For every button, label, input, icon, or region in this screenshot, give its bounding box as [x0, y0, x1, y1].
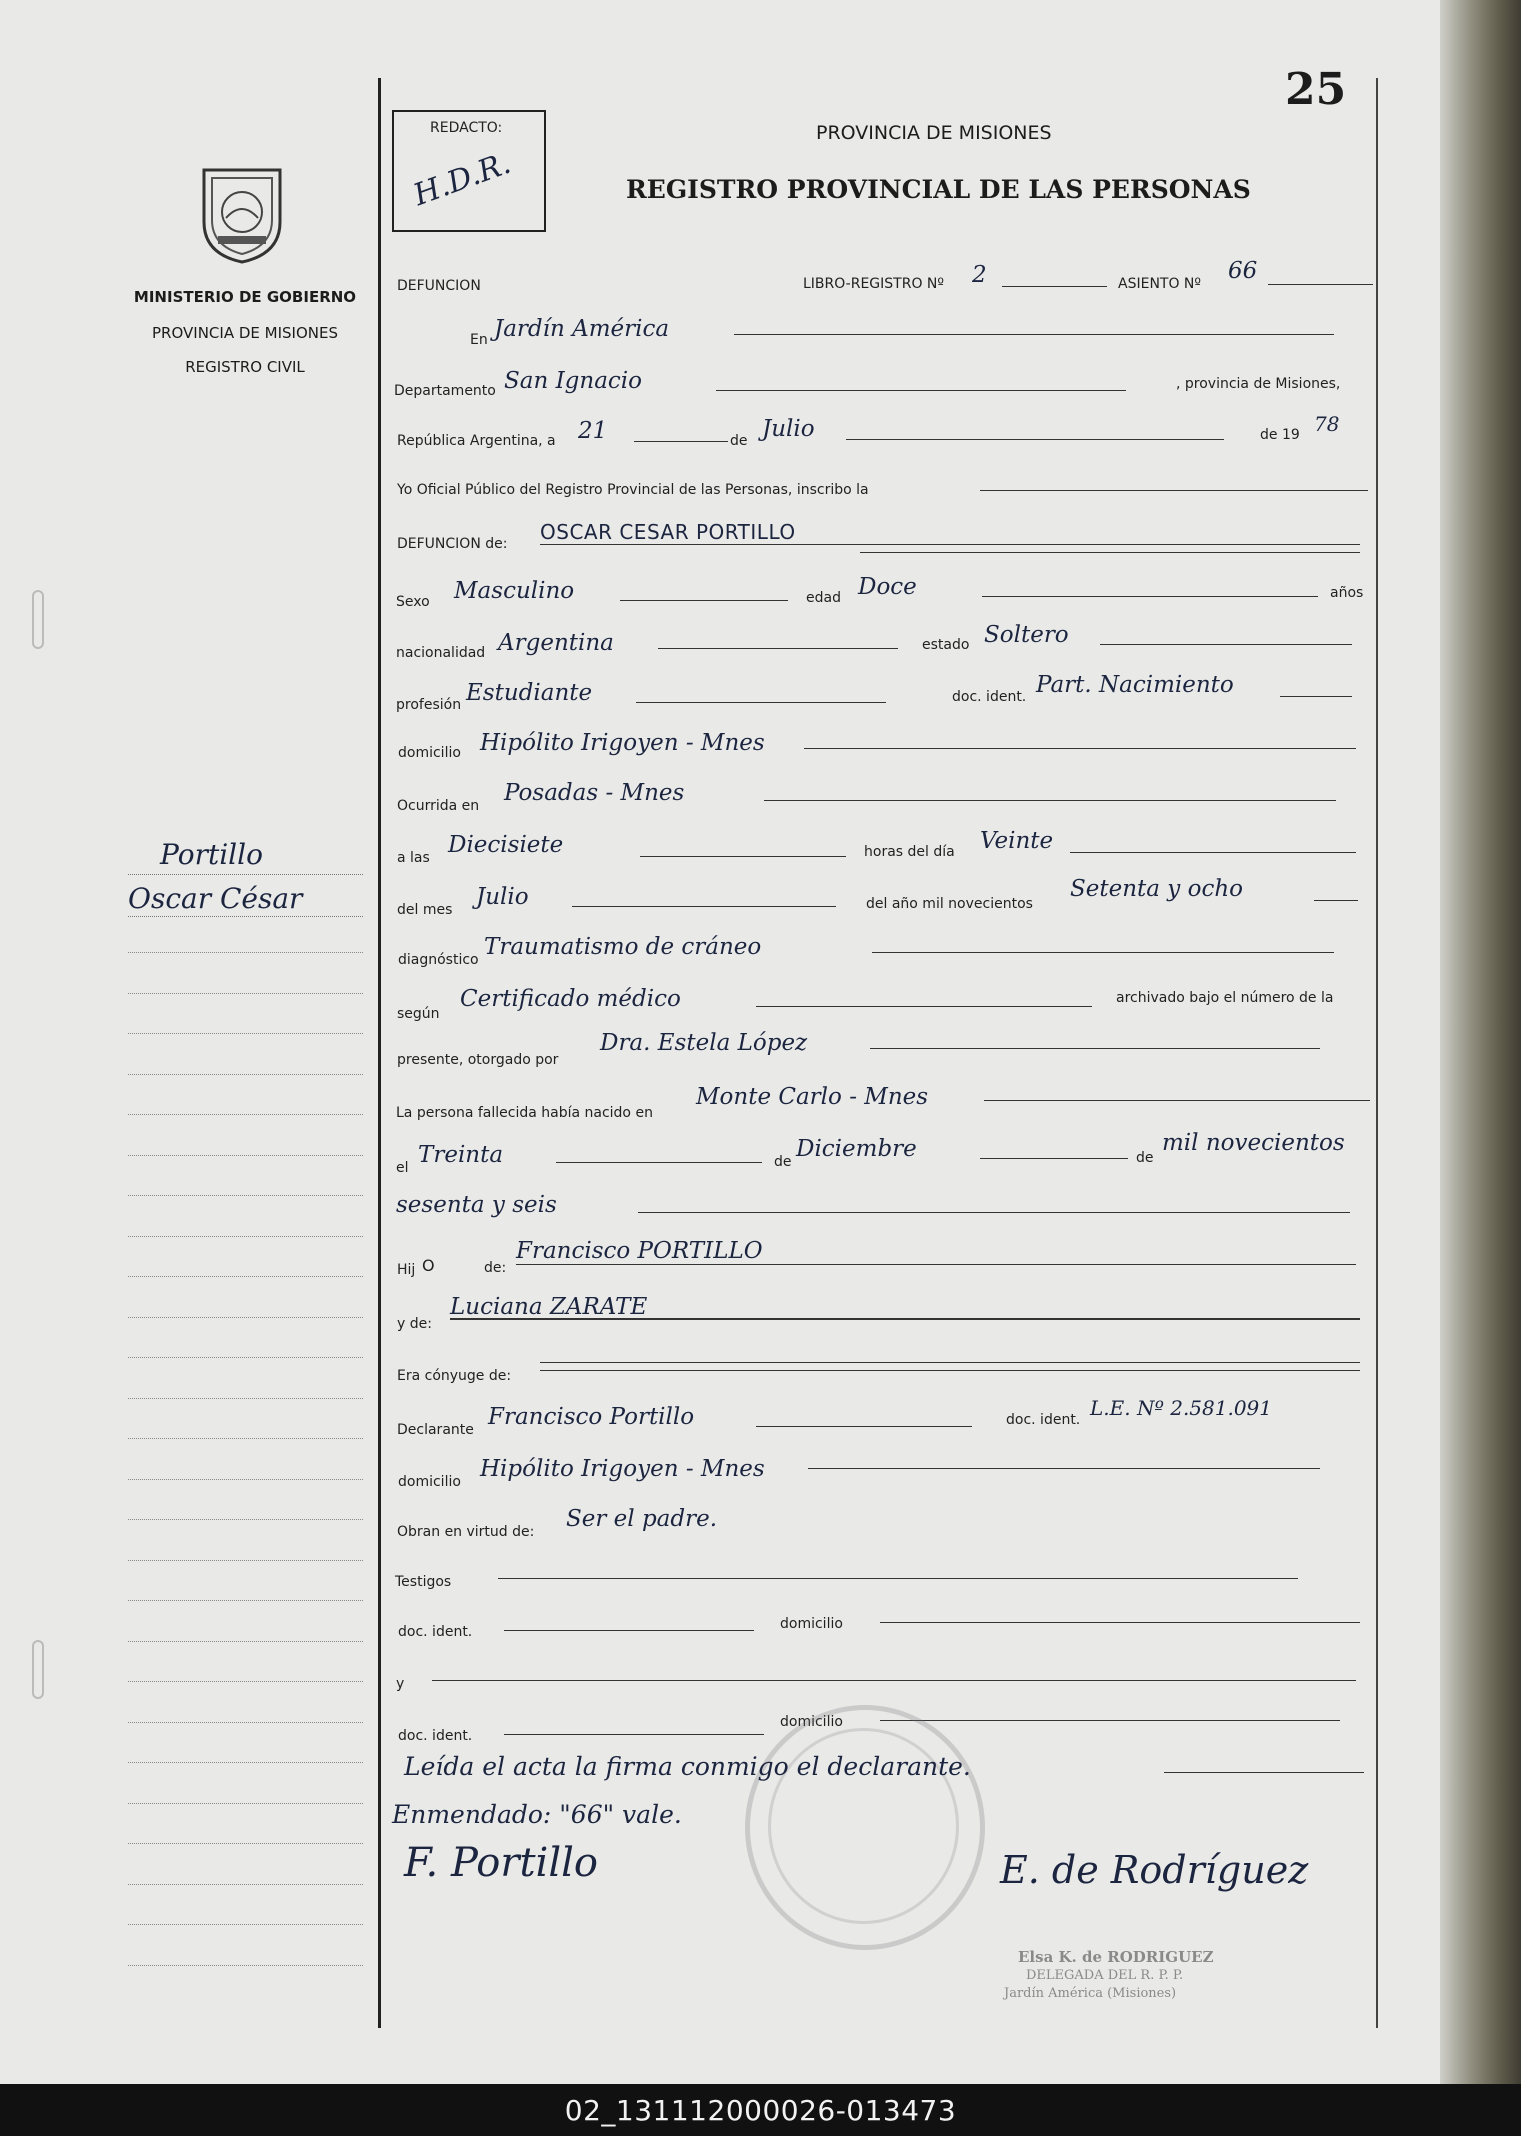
margin-rule: [128, 874, 363, 875]
redacto-box: [392, 110, 546, 232]
declarante-dom-value: Hipólito Irigoyen - Mnes: [480, 1456, 765, 1482]
nombre-line-2: [860, 552, 1360, 553]
declarante-doc-value: L.E. Nº 2.581.091: [1090, 1396, 1273, 1420]
asiento-line: [1268, 284, 1373, 285]
profesion-label: profesión: [396, 697, 462, 713]
doc-ident-line: [1280, 696, 1352, 697]
ocurrida-label: Ocurrida en: [397, 798, 480, 814]
departamento-label: Departamento: [394, 383, 496, 399]
de-anio2-label: de: [1136, 1150, 1154, 1166]
margin-rule: [128, 1924, 363, 1925]
province-title: PROVINCIA DE MISIONES: [816, 122, 1052, 144]
y-label: y: [396, 1676, 405, 1692]
de-mes2-value: Diciembre: [796, 1136, 917, 1162]
sexo-label: Sexo: [396, 594, 430, 610]
testigo2-dom-line: [880, 1720, 1340, 1721]
leida-line: [1164, 1772, 1364, 1773]
coat-of-arms-icon: [196, 162, 288, 264]
margin-rule: [128, 1357, 363, 1358]
y-de-label: y de:: [397, 1316, 432, 1332]
el-label: el: [396, 1160, 409, 1176]
testigos-line: [498, 1578, 1298, 1579]
el-line: [556, 1162, 762, 1163]
profesion-line: [636, 702, 886, 703]
archivado-label: archivado bajo el número de la: [1116, 990, 1334, 1006]
padre-value: Francisco PORTILLO: [516, 1238, 763, 1264]
testigo2-dom-label: domicilio: [780, 1714, 843, 1730]
horas-label: horas del día: [864, 844, 955, 860]
domicilio-label: domicilio: [398, 745, 461, 761]
en-label: En: [470, 332, 488, 348]
anio-mil-line: [1314, 900, 1358, 901]
nacido-value: Monte Carlo - Mnes: [696, 1084, 929, 1110]
de-anio2-value: mil novecientos: [1162, 1130, 1345, 1156]
oficial-signature: E. de Rodríguez: [1000, 1848, 1309, 1892]
asiento-label: ASIENTO Nº: [1118, 276, 1202, 292]
a-las-line: [640, 856, 846, 857]
del-mes-label: del mes: [397, 902, 453, 918]
margin-rule: [128, 1074, 363, 1075]
de-mes2-line: [980, 1158, 1128, 1159]
ministry-name: MINISTERIO DE GOBIERNO: [133, 288, 357, 306]
margin-rule: [128, 1438, 363, 1439]
en-line: [734, 334, 1334, 335]
edad-value: Doce: [858, 574, 917, 600]
nacido-label: La persona fallecida había nacido en: [396, 1105, 653, 1121]
diagnostico-line: [872, 952, 1334, 953]
margin-rule: [128, 1479, 363, 1480]
domicilio-line: [804, 748, 1356, 749]
madre-line: [450, 1318, 1360, 1320]
horas-line: [1070, 852, 1356, 853]
margin-rule: [128, 1317, 363, 1318]
en-value: Jardín América: [494, 316, 670, 342]
de-mes2-label: de: [774, 1154, 792, 1170]
redacto-initials: H.D.R.: [409, 145, 516, 214]
margin-rule: [128, 1681, 363, 1682]
del-mes-value: Julio: [476, 884, 529, 910]
binding-stitch: [32, 1640, 44, 1699]
margin-rule: [128, 993, 363, 994]
y-line: [432, 1680, 1356, 1681]
estado-value: Soltero: [984, 622, 1069, 648]
margin-rule: [128, 1600, 363, 1601]
doc-ident-value: Part. Nacimiento: [1036, 672, 1234, 698]
leida-text: Leída el acta la firma conmigo el declarante.: [404, 1752, 971, 1781]
margin-rule: [128, 1155, 363, 1156]
margin-rule: [128, 1519, 363, 1520]
oficial-name: Elsa K. de RODRIGUEZ: [1018, 1948, 1214, 1966]
estado-label: estado: [922, 637, 970, 653]
hijo-label: Hij: [397, 1262, 416, 1278]
testigos-label: Testigos: [395, 1574, 452, 1590]
libro-value: 2: [972, 262, 987, 288]
testigo1-doc-line: [504, 1630, 754, 1631]
a-las-value: Diecisiete: [448, 832, 564, 858]
margin-rule: [128, 1114, 363, 1115]
anio2-cont-line: [638, 1212, 1350, 1213]
testigo1-dom-line: [880, 1622, 1360, 1623]
libro-label: LIBRO-REGISTRO Nº: [803, 276, 944, 292]
margin-rule: [128, 1236, 363, 1237]
dia-value: 21: [578, 418, 608, 444]
margin-rule: [128, 1560, 363, 1561]
margin-rule: [128, 1965, 363, 1966]
hijo-de-label: de:: [484, 1260, 507, 1276]
oficial-line: [980, 490, 1368, 491]
official-seal-stamp: [745, 1705, 985, 1950]
margin-note-names: Oscar César: [128, 882, 303, 915]
declarante-line: [756, 1426, 972, 1427]
anio-mil-value: Setenta y ocho: [1070, 876, 1243, 902]
margin-rule: [128, 1033, 363, 1034]
oficial-text: Yo Oficial Público del Registro Provincial de las Personas, inscribo la: [397, 482, 869, 498]
defuncion-de-label: DEFUNCION de:: [397, 536, 508, 552]
obran-value: Ser el padre.: [566, 1506, 718, 1532]
departamento-value: San Ignacio: [504, 368, 643, 394]
right-margin-line: [1376, 78, 1378, 2028]
declarante-dom-label: domicilio: [398, 1474, 461, 1490]
mes-line: [846, 439, 1224, 440]
margin-rule: [128, 1762, 363, 1763]
margin-rule: [128, 916, 363, 917]
republica-label: República Argentina, a: [397, 433, 556, 449]
province-name-left: PROVINCIA DE MISIONES: [152, 324, 338, 342]
record-type-label: DEFUNCION: [397, 278, 481, 294]
conyuge-line: [540, 1362, 1360, 1363]
declarante-signature: F. Portillo: [404, 1840, 598, 1886]
nacido-line: [984, 1100, 1370, 1101]
enmendado-text: Enmendado: "66" vale.: [392, 1800, 682, 1829]
presente-value: Dra. Estela López: [600, 1030, 808, 1056]
ocurrida-line: [764, 800, 1336, 801]
provincia-suffix: , provincia de Misiones,: [1176, 376, 1341, 392]
nacionalidad-value: Argentina: [498, 630, 614, 656]
declarante-dom-line: [808, 1468, 1320, 1469]
anio-mil-label: del año mil novecientos: [866, 896, 1033, 912]
conyuge-line-2: [540, 1370, 1360, 1371]
margin-rule: [128, 1722, 363, 1723]
domicilio-value: Hipólito Irigoyen - Mnes: [480, 730, 765, 756]
mes-value: Julio: [762, 416, 815, 442]
anio2-cont-value: sesenta y seis: [396, 1192, 557, 1218]
sexo-value: Masculino: [454, 578, 575, 604]
conyuge-label: Era cónyuge de:: [397, 1368, 512, 1384]
margin-rule: [128, 952, 363, 953]
presente-line: [870, 1048, 1320, 1049]
nacionalidad-line: [658, 648, 898, 649]
estado-line: [1100, 644, 1352, 645]
testigo1-doc-label: doc. ident.: [398, 1624, 473, 1640]
testigo1-dom-label: domicilio: [780, 1616, 843, 1632]
registry-name-left: REGISTRO CIVIL: [185, 358, 305, 376]
page-number: 25: [1285, 64, 1347, 115]
edad-label: edad: [806, 590, 841, 606]
madre-value: Luciana ZARATE: [450, 1294, 648, 1320]
padre-line: [516, 1264, 1356, 1265]
obran-label: Obran en virtud de:: [397, 1524, 535, 1540]
diagnostico-value: Traumatismo de cráneo: [484, 934, 762, 960]
testigo2-doc-label: doc. ident.: [398, 1728, 473, 1744]
image-id-bar: 02_131112000026-013473: [0, 2084, 1521, 2136]
profesion-value: Estudiante: [466, 680, 593, 706]
margin-rule: [128, 1195, 363, 1196]
redacto-label: REDACTO:: [430, 120, 503, 136]
segun-label: según: [397, 1006, 440, 1022]
testigo2-doc-line: [504, 1734, 764, 1735]
margin-rule: [128, 1803, 363, 1804]
registry-title: REGISTRO PROVINCIAL DE LAS PERSONAS: [626, 175, 1251, 204]
margin-rule: [128, 1843, 363, 1844]
horas-value: Veinte: [980, 828, 1054, 854]
nombre-value: OSCAR CESAR PORTILLO: [540, 520, 796, 544]
oficial-lugar: Jardín América (Misiones): [1004, 1986, 1177, 2001]
book-binding-edge: [1440, 0, 1521, 2084]
presente-label: presente, otorgado por: [397, 1052, 559, 1068]
oficial-cargo: DELEGADA DEL R. P. P.: [1026, 1968, 1184, 1983]
segun-line: [756, 1006, 1092, 1007]
asiento-value: 66: [1228, 258, 1258, 284]
libro-line: [1002, 286, 1107, 287]
dia-line: [634, 441, 728, 442]
hijo-suffix: O: [422, 1256, 435, 1275]
year-value: 78: [1314, 412, 1340, 436]
sexo-line: [620, 600, 788, 601]
diagnostico-label: diagnóstico: [398, 952, 479, 968]
margin-note-surname: Portillo: [160, 838, 263, 871]
departamento-line: [716, 390, 1126, 391]
segun-value: Certificado médico: [460, 986, 681, 1012]
declarante-value: Francisco Portillo: [488, 1404, 695, 1430]
nombre-line: [540, 544, 1360, 545]
declarante-doc-label: doc. ident.: [1006, 1412, 1081, 1428]
binding-stitch: [32, 590, 44, 649]
margin-rule: [128, 1276, 363, 1277]
anos-label: años: [1330, 585, 1364, 601]
margin-rule: [128, 1641, 363, 1642]
edad-line: [982, 596, 1318, 597]
margin-rule: [128, 1398, 363, 1399]
declarante-label: Declarante: [397, 1422, 474, 1438]
de-year-label: de 19: [1260, 427, 1300, 443]
ocurrida-value: Posadas - Mnes: [504, 780, 685, 806]
de-label: de: [730, 433, 748, 449]
doc-ident-label: doc. ident.: [952, 689, 1027, 705]
nacionalidad-label: nacionalidad: [396, 645, 486, 661]
el-value: Treinta: [418, 1142, 504, 1168]
del-mes-line: [572, 906, 836, 907]
a-las-label: a las: [397, 850, 430, 866]
margin-rule: [128, 1884, 363, 1885]
